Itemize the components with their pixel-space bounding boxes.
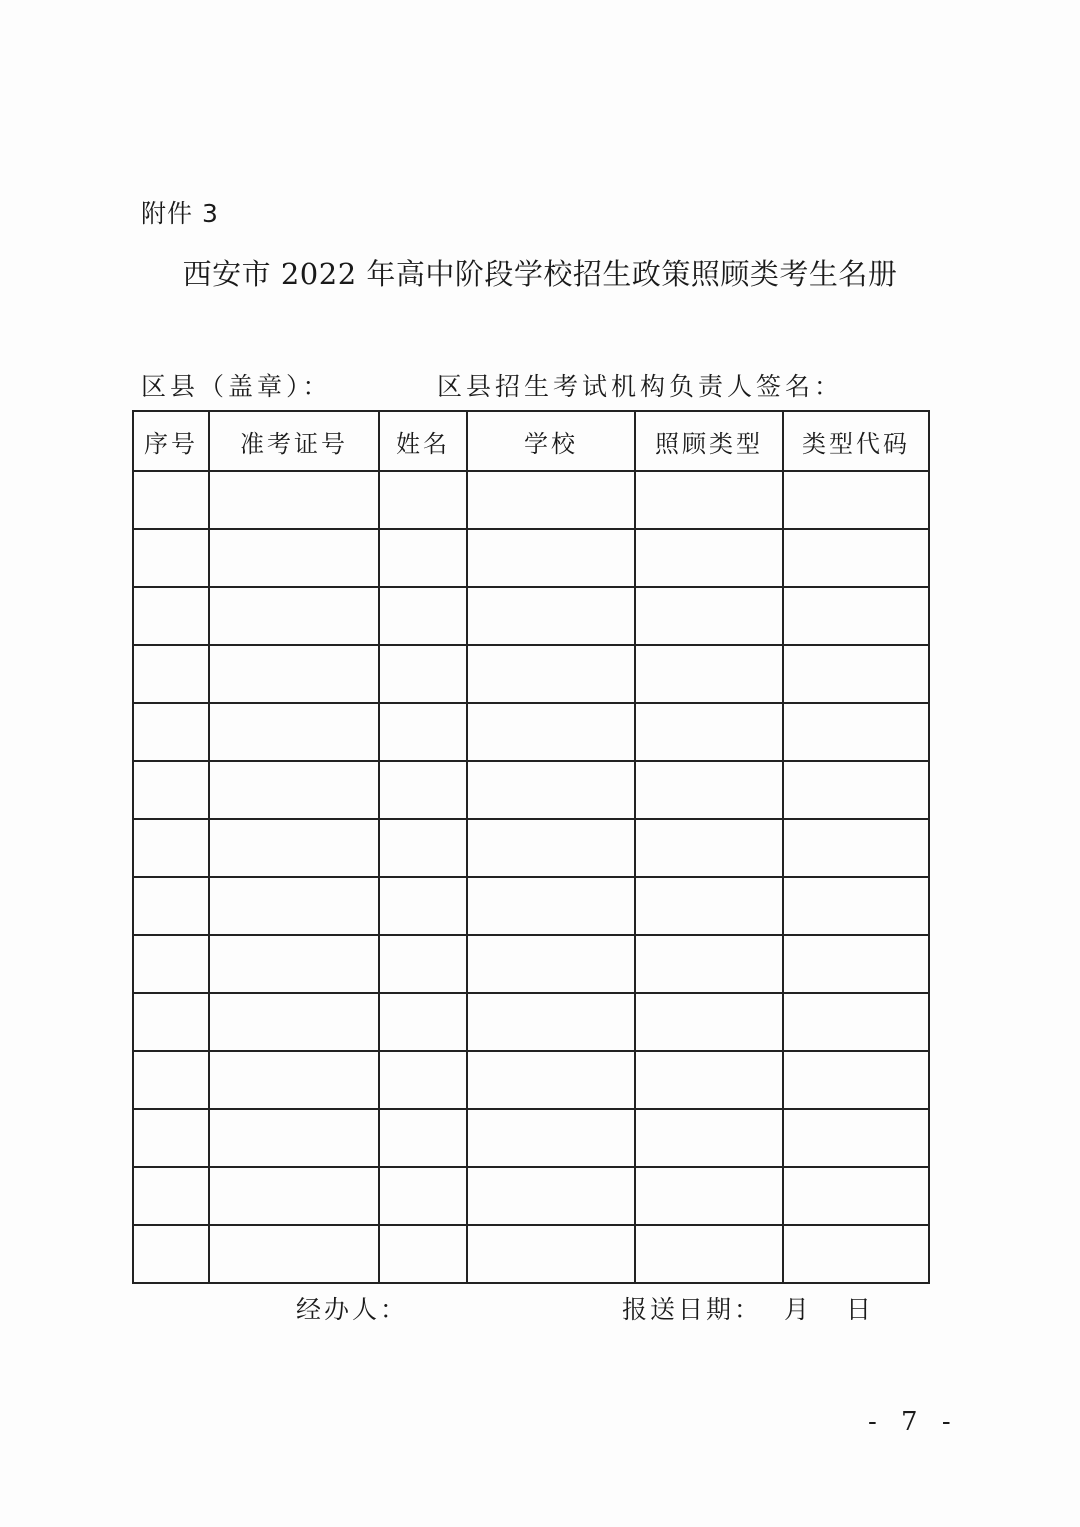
report-date-field xyxy=(622,1290,874,1326)
cell-type-code xyxy=(783,587,929,645)
cell-type-code xyxy=(783,877,929,935)
cell-name xyxy=(379,993,467,1051)
cell-serial xyxy=(133,1167,209,1225)
cell-exam-ticket xyxy=(209,993,379,1051)
cell-name xyxy=(379,1167,467,1225)
cell-serial xyxy=(133,993,209,1051)
table-row xyxy=(133,1051,929,1109)
cell-serial xyxy=(133,1109,209,1167)
header-type-code: 类型代码 xyxy=(783,411,929,471)
cell-care-type xyxy=(635,1225,783,1283)
table-row xyxy=(133,877,929,935)
cell-name xyxy=(379,877,467,935)
cell-exam-ticket xyxy=(209,471,379,529)
cell-school xyxy=(467,935,635,993)
cell-care-type xyxy=(635,645,783,703)
signer-field: 区县招生考试机构负责人签名： xyxy=(437,372,844,401)
cell-care-type xyxy=(635,761,783,819)
cell-exam-ticket xyxy=(209,761,379,819)
cell-care-type xyxy=(635,1167,783,1225)
cell-exam-ticket xyxy=(209,1051,379,1109)
header-name: 姓名 xyxy=(379,411,467,471)
table-header-row xyxy=(133,411,929,471)
cell-school xyxy=(467,1051,635,1109)
cell-school xyxy=(467,1167,635,1225)
cell-name xyxy=(379,529,467,587)
cell-school xyxy=(467,993,635,1051)
cell-school xyxy=(467,587,635,645)
table-row xyxy=(133,529,929,587)
cell-care-type xyxy=(635,471,783,529)
document-title: 西安市 2022 年高中阶段学校招生政策照顾类考生名册 xyxy=(182,257,898,291)
cell-exam-ticket xyxy=(209,819,379,877)
cell-care-type xyxy=(635,587,783,645)
cell-serial xyxy=(133,1051,209,1109)
cell-exam-ticket xyxy=(209,645,379,703)
month-label: 月 xyxy=(784,1295,813,1324)
cell-school xyxy=(467,877,635,935)
cell-care-type xyxy=(635,1109,783,1167)
header-serial: 序号 xyxy=(133,411,209,471)
cell-name xyxy=(379,1225,467,1283)
cell-name xyxy=(379,819,467,877)
cell-type-code xyxy=(783,1109,929,1167)
cell-school xyxy=(467,819,635,877)
header-exam-ticket: 准考证号 xyxy=(209,411,379,471)
handler-field: 经办人： xyxy=(296,1295,409,1324)
cell-exam-ticket xyxy=(209,703,379,761)
cell-type-code xyxy=(783,529,929,587)
cell-exam-ticket xyxy=(209,935,379,993)
district-seal-field: 区县（盖章）： xyxy=(141,372,332,401)
roster-body xyxy=(133,471,929,1283)
cell-care-type xyxy=(635,877,783,935)
cell-exam-ticket xyxy=(209,587,379,645)
cell-name xyxy=(379,935,467,993)
cell-school xyxy=(467,529,635,587)
cell-exam-ticket xyxy=(209,877,379,935)
cell-care-type xyxy=(635,935,783,993)
cell-serial xyxy=(133,877,209,935)
table-row xyxy=(133,1109,929,1167)
header-care-type: 照顾类型 xyxy=(635,411,783,471)
table-row xyxy=(133,471,929,529)
cell-type-code xyxy=(783,1225,929,1283)
cell-serial xyxy=(133,819,209,877)
cell-school xyxy=(467,1225,635,1283)
cell-exam-ticket xyxy=(209,1167,379,1225)
table-row xyxy=(133,587,929,645)
table-row xyxy=(133,819,929,877)
cell-name xyxy=(379,471,467,529)
cell-serial xyxy=(133,761,209,819)
cell-type-code xyxy=(783,645,929,703)
cell-serial xyxy=(133,529,209,587)
cell-care-type xyxy=(635,819,783,877)
cell-school xyxy=(467,703,635,761)
cell-name xyxy=(379,761,467,819)
cell-exam-ticket xyxy=(209,1109,379,1167)
table-row xyxy=(133,993,929,1051)
cell-school xyxy=(467,645,635,703)
cell-name xyxy=(379,703,467,761)
cell-exam-ticket xyxy=(209,529,379,587)
cell-care-type xyxy=(635,703,783,761)
cell-serial xyxy=(133,587,209,645)
cell-name xyxy=(379,1109,467,1167)
day-label: 日 xyxy=(846,1295,875,1324)
cell-type-code xyxy=(783,935,929,993)
cell-type-code xyxy=(783,703,929,761)
table-row xyxy=(133,1167,929,1225)
cell-type-code xyxy=(783,1051,929,1109)
attachment-label: 附件 3 xyxy=(141,199,219,228)
cell-exam-ticket xyxy=(209,1225,379,1283)
table-row xyxy=(133,703,929,761)
cell-serial xyxy=(133,1225,209,1283)
cell-type-code xyxy=(783,993,929,1051)
cell-name xyxy=(379,1051,467,1109)
table-row xyxy=(133,645,929,703)
cell-type-code xyxy=(783,1167,929,1225)
cell-serial xyxy=(133,645,209,703)
cell-school xyxy=(467,1109,635,1167)
header-school: 学校 xyxy=(467,411,635,471)
table-row xyxy=(133,1225,929,1283)
cell-serial xyxy=(133,935,209,993)
cell-type-code xyxy=(783,761,929,819)
report-date-label: 报送日期： xyxy=(622,1295,763,1324)
cell-type-code xyxy=(783,819,929,877)
cell-name xyxy=(379,645,467,703)
cell-serial xyxy=(133,471,209,529)
cell-care-type xyxy=(635,529,783,587)
cell-serial xyxy=(133,703,209,761)
cell-type-code xyxy=(783,471,929,529)
cell-school xyxy=(467,471,635,529)
cell-school xyxy=(467,761,635,819)
cell-care-type xyxy=(635,1051,783,1109)
cell-name xyxy=(379,587,467,645)
page-number: - 7 - xyxy=(868,1407,959,1437)
roster-table xyxy=(132,410,930,1284)
table-row xyxy=(133,761,929,819)
cell-care-type xyxy=(635,993,783,1051)
table-row xyxy=(133,935,929,993)
